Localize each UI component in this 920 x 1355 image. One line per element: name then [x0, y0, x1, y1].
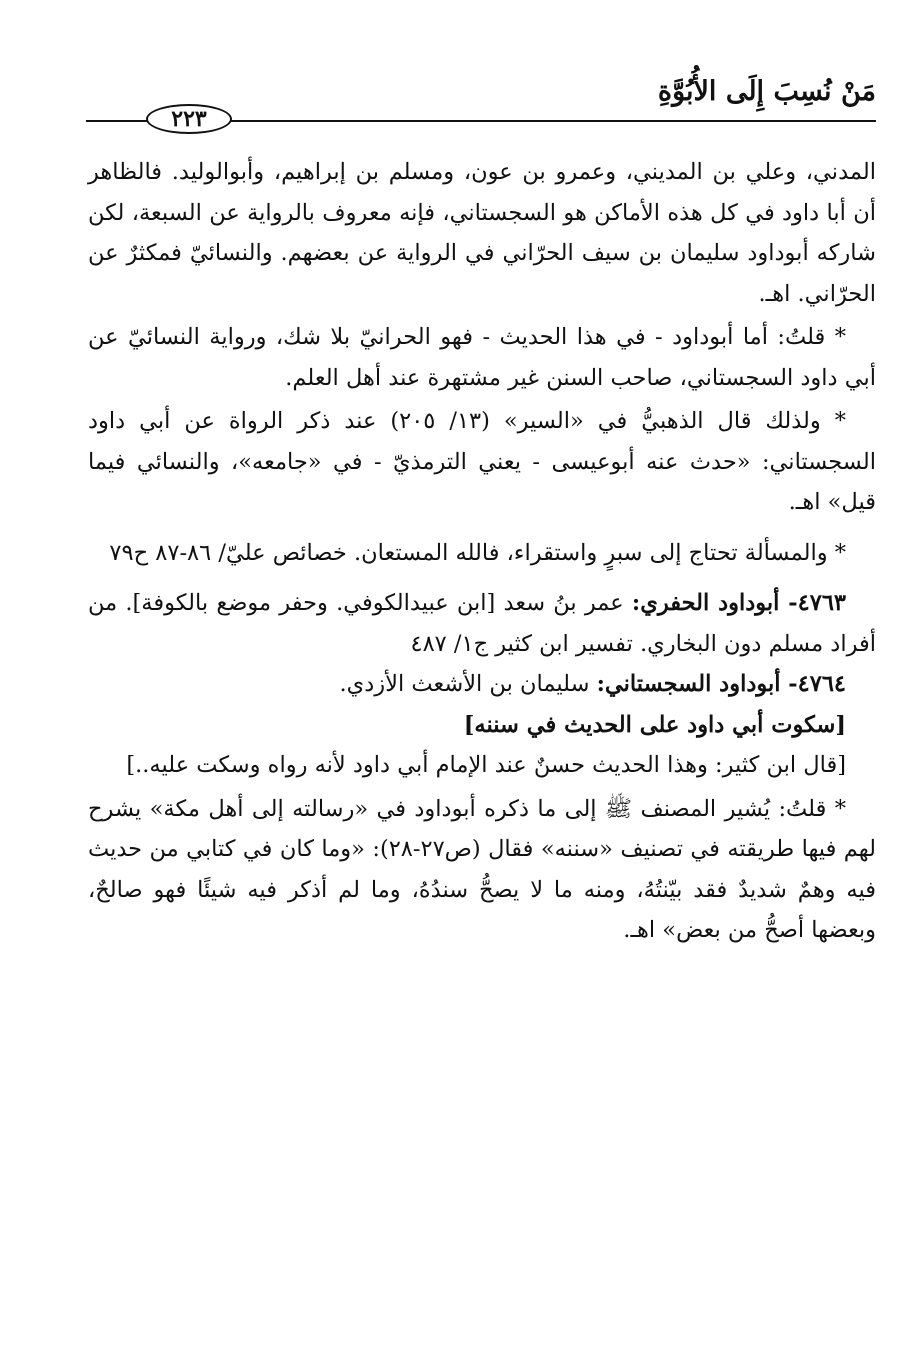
paragraph-continuation: المدني، وعلي بن المديني، وعمرو بن عون، ومسلم بن إبراهيم، وأبوالوليد. فالظاهر أن أبا داود في كل هذه الأماكن هو السجستاني، فإنه معروف بالرواية عن السبعة، لكن شاركه أبوداود سليمان بن سيف الحرّاني في الرواية عن بعضهم. والنسائيّ فمكثرٌ عن الحرّاني. اهـ.	[88, 159, 876, 307]
running-head-title: مَنْ نُسِبَ إِلَى الأُبُوَّةِ	[657, 76, 876, 107]
paragraph-note-dhahabi: * ولذلك قال الذهبيُّ في «السير» (١٣/ ٢٠٥) عند ذكر الرواة عن أبي داود السجستاني: «حدث عنه أبوعيسى - يعني الترمذيّ - في «جامعه»، والنسائي فيما قيل» اهـ.	[88, 408, 876, 515]
entry-4764	[88, 664, 876, 705]
entry-heading: ٤٧٦٣- أبوداود الحفري:	[631, 590, 846, 616]
paragraph-quote-ibn-kathir: [قال ابن كثير: وهذا الحديث حسنٌ عند الإمام أبي داود لأنه رواه وسكت عليه..]	[126, 752, 846, 778]
page-header	[86, 70, 876, 140]
paragraph-note-qultu: * قلتُ: أما أبوداود - في هذا الحديث - فهو الحرانيّ بلا شك، ورواية النسائيّ عن أبي داود السجستاني، صاحب السنن غير مشتهرة عند أهل العلم.	[88, 324, 876, 391]
section-heading: [سكوت أبي داود على الحديث في سننه]	[463, 711, 846, 738]
paragraph-note-musannif: * قلتُ: يُشير المصنف ﷺ إلى ما ذكره أبوداود في «رسالته إلى أهل مكة» يشرح لهم فيها طريقته في تصنيف «سننه» فقال (ص٢٧-٢٨): «وما كان في كتابي من حديث فيه وهمٌ شديدٌ فقد بيّنتُهُ، ومنه ما لا يصحُّ سندُهُ، وما لم أذكر فيه شيئًا فهو صالحٌ، وبعضها أصحُّ من بعض» اهـ.	[88, 795, 876, 943]
entry-text: عمر بنُ سعد [ابن عبيدالكوفي. وحفر موضع بالكوفة]. من أفراد مسلم دون البخاري. تفسير ابن كثير ج١/ ٤٨٧	[88, 590, 876, 657]
page-body	[88, 152, 876, 951]
paragraph-note-masala: * والمسألة تحتاج إلى سبرٍ واستقراء، فالله المستعان. خصائص عليّ/ ٨٦-٨٧ ح٧٩	[109, 539, 846, 566]
entry-4763	[88, 583, 876, 664]
page-number-badge: ٢٢٣	[146, 104, 232, 134]
entry-heading: ٤٧٦٤- أبوداود السجستاني:	[596, 671, 846, 697]
entry-text: سليمان بن الأشعث الأزدي.	[339, 671, 597, 697]
